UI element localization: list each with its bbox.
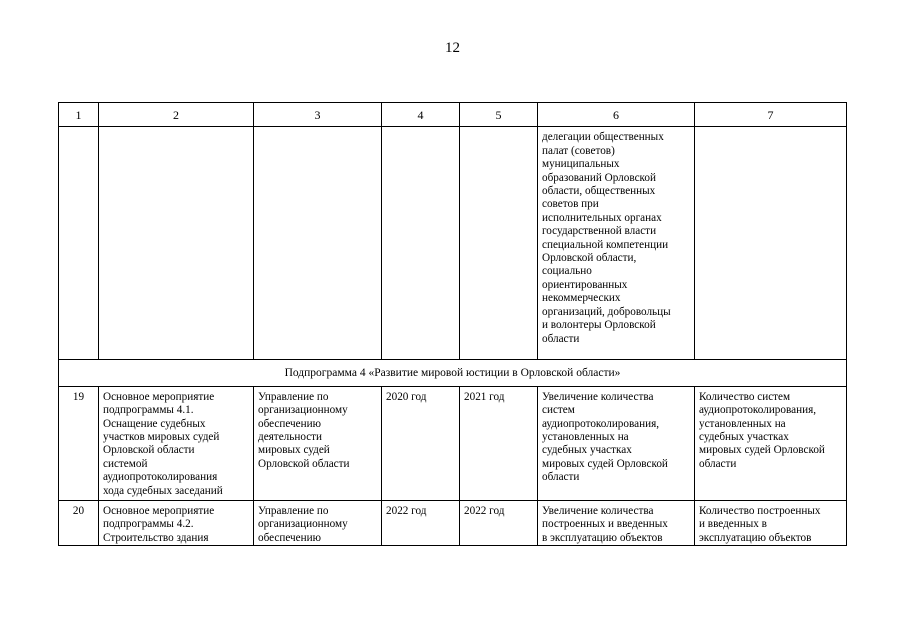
table-cell-empty (382, 127, 460, 360)
cell-expected-result: Увеличение количества построенных и введенных в эксплуатацию объектов (538, 501, 695, 546)
table-cell-empty (254, 127, 382, 360)
row-number: 20 (59, 501, 99, 546)
row-number: 19 (59, 386, 99, 500)
column-header: 4 (382, 103, 460, 127)
cell-start-year: 2022 год (382, 501, 460, 546)
cell-indicator: Количество построенных и введенных в эксплуатацию объектов (695, 501, 847, 546)
cell-executor: Управление по организационному обеспечению (254, 501, 382, 546)
table-cell-result-continuation: делегации общественных палат (советов) муниципальных образований Орловской области, общественных советов при исполнительных органах государственной власти специальной компетенции Орловской области, социально ориентированных некоммерческих организаций, добровольцы и волонтеры Орловской области (538, 127, 695, 360)
cell-start-year: 2020 год (382, 386, 460, 500)
table-row (59, 386, 847, 500)
table-cell-empty (460, 127, 538, 360)
table-row-continuation (59, 127, 847, 360)
cell-end-year: 2022 год (460, 501, 538, 546)
column-header: 3 (254, 103, 382, 127)
cell-executor: Управление по организационному обеспечению деятельности мировых судей Орловской области (254, 386, 382, 500)
page-number: 12 (445, 40, 460, 56)
column-header: 5 (460, 103, 538, 127)
subprogram-row (59, 360, 847, 386)
cell-end-year: 2021 год (460, 386, 538, 500)
cell-expected-result: Увеличение количества систем аудиопротоколирования, установленных на судебных участках мировых судей Орловской области (538, 386, 695, 500)
column-header: 6 (538, 103, 695, 127)
cell-event: Основное мероприятие подпрограммы 4.2. Строительство здания (99, 501, 254, 546)
table-row (59, 501, 847, 546)
subprogram-title: Подпрограмма 4 «Развитие мировой юстиции в Орловской области» (59, 360, 847, 386)
cell-indicator: Количество систем аудиопротоколирования, установленных на судебных участках мировых судей Орловской области (695, 386, 847, 500)
column-header: 7 (695, 103, 847, 127)
cell-event: Основное мероприятие подпрограммы 4.1. Оснащение судебных участков мировых судей Орловской области системой аудиопротоколирования хода судебных заседаний (99, 386, 254, 500)
table-cell-empty (99, 127, 254, 360)
table-header-row (59, 103, 847, 127)
column-header: 1 (59, 103, 99, 127)
table-cell-empty (59, 127, 99, 360)
table-cell-empty (695, 127, 847, 360)
column-header: 2 (99, 103, 254, 127)
program-table (58, 102, 847, 546)
